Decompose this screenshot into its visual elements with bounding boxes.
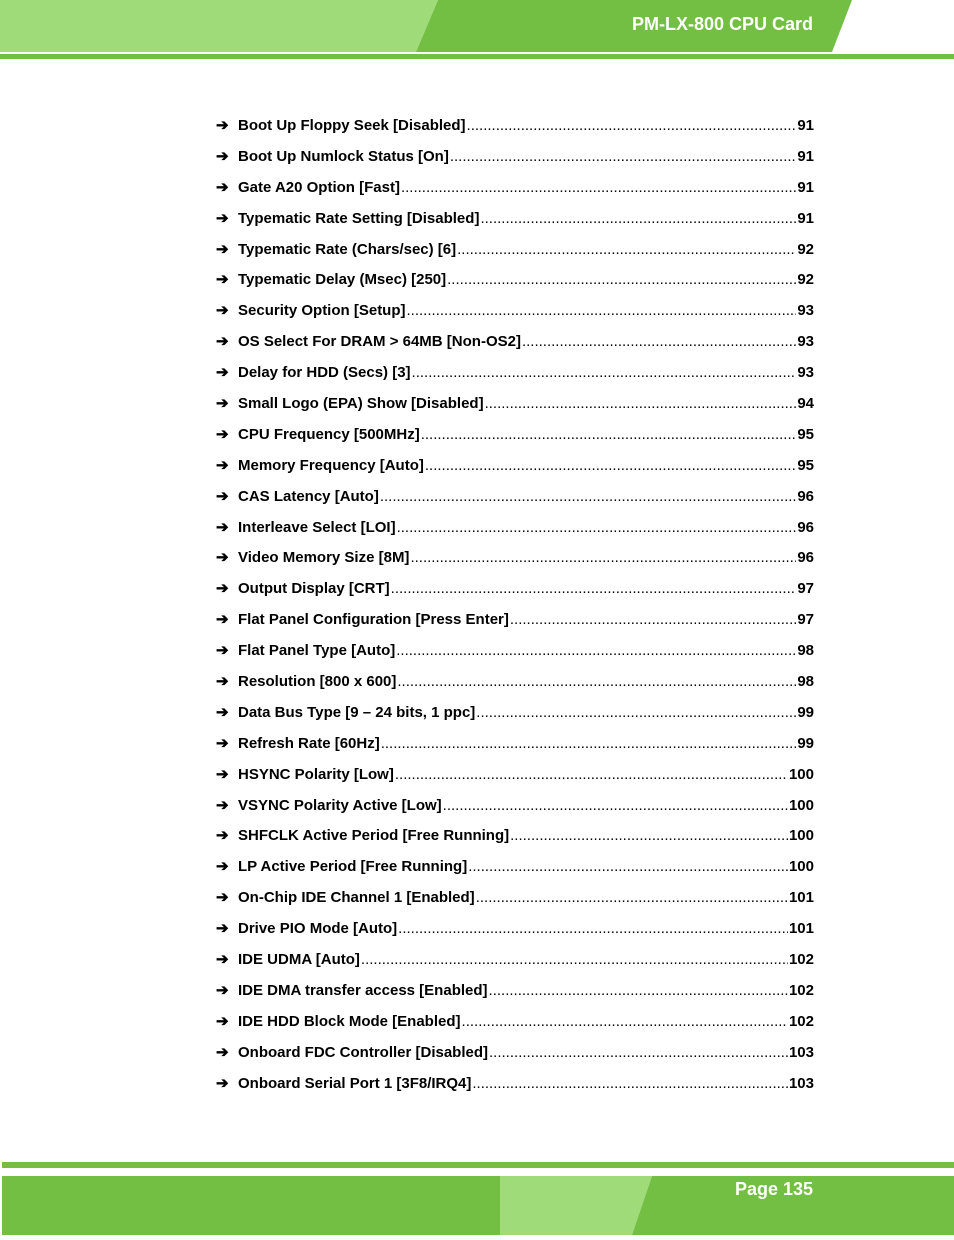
dot-leader <box>489 1044 788 1061</box>
toc-entry-label: Security Option [Setup] <box>238 302 406 320</box>
toc-entry[interactable] <box>216 1012 814 1043</box>
arrow-right-icon: ➔ <box>216 117 229 134</box>
toc-entry-label: CPU Frequency [500MHz] <box>238 425 420 443</box>
arrow-right-icon: ➔ <box>216 1043 229 1061</box>
toc-entry-page: 97 <box>797 611 814 629</box>
toc-entry-label: LP Active Period [Free Running] <box>238 858 468 876</box>
dot-leader <box>412 364 797 381</box>
toc-entry[interactable] <box>216 518 814 549</box>
toc-entry-page: 96 <box>797 549 814 567</box>
toc-entry[interactable] <box>216 1043 814 1074</box>
toc-entry-label: Typematic Delay (Msec) [250] <box>238 271 447 289</box>
toc-entry[interactable] <box>216 888 814 919</box>
toc-entry-label: Flat Panel Type [Auto] <box>238 642 396 660</box>
toc-entry-page: 102 <box>788 1012 814 1030</box>
toc-entry-label: SHFCLK Active Period [Free Running] <box>238 827 510 845</box>
toc-entry-page: 99 <box>797 734 814 752</box>
arrow-right-icon: ➔ <box>216 518 229 536</box>
dot-leader <box>467 117 797 134</box>
toc-entry[interactable] <box>216 579 814 610</box>
toc-entry-page: 91 <box>797 209 814 227</box>
toc-entry[interactable] <box>216 147 814 178</box>
toc-entry-page: 97 <box>797 580 814 598</box>
toc-entry-page: 99 <box>797 703 814 721</box>
arrow-right-icon: ➔ <box>216 395 229 413</box>
arrow-right-icon: ➔ <box>216 796 229 814</box>
toc-entry[interactable] <box>216 301 814 332</box>
toc-entry-label: Video Memory Size [8M] <box>238 549 410 567</box>
dot-leader <box>425 457 796 474</box>
toc-entry-page: 91 <box>797 147 814 165</box>
arrow-right-icon: ➔ <box>216 487 229 505</box>
toc-entry[interactable] <box>216 734 814 765</box>
toc-entry-page: 93 <box>797 333 814 351</box>
dot-leader <box>401 179 796 196</box>
toc-entry-label: Output Display [CRT] <box>238 580 390 598</box>
arrow-right-icon: ➔ <box>216 456 229 474</box>
toc-entry-label: IDE DMA transfer access [Enabled] <box>238 981 488 999</box>
dot-leader <box>443 797 788 814</box>
toc-entry-page: 98 <box>797 642 814 660</box>
toc-entry-label: Flat Panel Configuration [Press Enter] <box>238 611 509 629</box>
dot-leader <box>510 611 796 628</box>
dot-leader <box>381 735 797 752</box>
toc-entry-label: Boot Up Numlock Status [On] <box>238 147 449 165</box>
arrow-right-icon: ➔ <box>216 642 229 660</box>
arrow-right-icon: ➔ <box>216 951 229 969</box>
toc-entry[interactable] <box>216 857 814 888</box>
arrow-right-icon: ➔ <box>216 673 229 691</box>
dot-leader <box>457 241 796 258</box>
dot-leader <box>391 580 797 597</box>
toc-entry-label: IDE UDMA [Auto] <box>238 951 360 969</box>
toc-entry-label: IDE HDD Block Mode [Enabled] <box>238 1012 461 1030</box>
dot-leader <box>380 488 796 505</box>
toc-entry[interactable] <box>216 209 814 240</box>
dot-leader <box>476 704 796 721</box>
dot-leader <box>447 271 796 288</box>
toc-entry-page: 100 <box>788 765 814 783</box>
toc-entry[interactable] <box>216 425 814 456</box>
toc-entry-label: Resolution [800 x 600] <box>238 673 397 691</box>
dot-leader <box>395 766 788 783</box>
toc-entry-page: 93 <box>797 302 814 320</box>
toc-entry[interactable] <box>216 950 814 981</box>
arrow-right-icon: ➔ <box>216 240 229 258</box>
toc-entry[interactable] <box>216 796 814 827</box>
dot-leader <box>361 951 788 968</box>
toc-entry[interactable] <box>216 641 814 672</box>
toc-entry[interactable] <box>216 332 814 363</box>
toc-entry[interactable] <box>216 1074 814 1105</box>
toc-list <box>216 116 814 1105</box>
toc-entry-label: Small Logo (EPA) Show [Disabled] <box>238 395 484 413</box>
toc-entry-page: 93 <box>797 364 814 382</box>
toc-entry-page: 91 <box>797 117 814 134</box>
dot-leader <box>462 1013 788 1030</box>
toc-entry[interactable] <box>216 270 814 301</box>
toc-entry[interactable] <box>216 363 814 394</box>
toc-entry-page: 92 <box>797 240 814 258</box>
toc-entry-page: 100 <box>788 796 814 814</box>
toc-entry-page: 95 <box>797 456 814 474</box>
arrow-right-icon: ➔ <box>216 611 229 629</box>
dot-leader <box>410 549 796 566</box>
toc-entry-page: 101 <box>788 889 814 907</box>
toc-entry-page: 102 <box>788 951 814 969</box>
toc-entry[interactable] <box>216 394 814 425</box>
dot-leader <box>398 920 788 937</box>
toc-entry-label: On-Chip IDE Channel 1 [Enabled] <box>238 889 475 907</box>
dot-leader <box>480 210 796 227</box>
toc-entry-label: HSYNC Polarity [Low] <box>238 765 394 783</box>
arrow-right-icon: ➔ <box>216 734 229 752</box>
toc-entry-label: Drive PIO Mode [Auto] <box>238 920 398 938</box>
arrow-right-icon: ➔ <box>216 147 229 165</box>
arrow-right-icon: ➔ <box>216 425 229 443</box>
page-header <box>0 0 954 60</box>
dot-leader <box>450 148 796 165</box>
arrow-right-icon: ➔ <box>216 765 229 783</box>
dot-leader <box>472 1075 788 1092</box>
toc-entry[interactable] <box>216 487 814 518</box>
dot-leader <box>510 827 788 844</box>
arrow-right-icon: ➔ <box>216 549 229 567</box>
arrow-right-icon: ➔ <box>216 178 229 196</box>
arrow-right-icon: ➔ <box>216 302 229 320</box>
toc-entry[interactable] <box>216 116 814 147</box>
dot-leader <box>397 519 797 536</box>
toc-entry-page: 98 <box>797 673 814 691</box>
toc-entry-label: Refresh Rate [60Hz] <box>238 734 380 752</box>
toc-entry[interactable] <box>216 703 814 734</box>
toc-entry[interactable] <box>216 672 814 703</box>
dot-leader <box>468 858 788 875</box>
toc-entry[interactable] <box>216 548 814 579</box>
toc-entry[interactable] <box>216 456 814 487</box>
dot-leader <box>396 642 796 659</box>
dot-leader <box>476 889 788 906</box>
toc-entry-label: Onboard FDC Controller [Disabled] <box>238 1043 489 1061</box>
toc-entry-label: Memory Frequency [Auto] <box>238 456 424 474</box>
toc-entry[interactable] <box>216 240 814 271</box>
toc-entry-label: CAS Latency [Auto] <box>238 487 379 505</box>
arrow-right-icon: ➔ <box>216 858 229 876</box>
toc-entry[interactable] <box>216 826 814 857</box>
toc-entry-page: 96 <box>797 518 814 536</box>
toc-entry-page: 100 <box>788 827 814 845</box>
arrow-right-icon: ➔ <box>216 333 229 351</box>
arrow-right-icon: ➔ <box>216 1074 229 1092</box>
toc-entry-label: Gate A20 Option [Fast] <box>238 178 400 196</box>
toc-entry-label: Boot Up Floppy Seek [Disabled] <box>238 117 466 134</box>
toc-entry-page: 96 <box>797 487 814 505</box>
toc-entry[interactable] <box>216 919 814 950</box>
header-title: PM-LX-800 CPU Card <box>631 14 813 34</box>
arrow-right-icon: ➔ <box>216 703 229 721</box>
toc-entry[interactable] <box>216 981 814 1012</box>
toc-entry-page: 101 <box>788 920 814 938</box>
toc-entry-page: 91 <box>797 178 814 196</box>
toc-entry-page: 94 <box>797 395 814 413</box>
arrow-right-icon: ➔ <box>216 209 229 227</box>
toc-entry-page: 102 <box>788 981 814 999</box>
toc-entry-page: 92 <box>797 271 814 289</box>
arrow-right-icon: ➔ <box>216 1012 229 1030</box>
toc-entry-label: OS Select For DRAM > 64MB [Non-OS2] <box>238 333 521 351</box>
toc-entry-label: Interleave Select [LOI] <box>238 518 396 536</box>
arrow-right-icon: ➔ <box>216 827 229 845</box>
toc-entry-label: Delay for HDD (Secs) [3] <box>238 364 411 382</box>
toc-entry-page: 100 <box>788 858 814 876</box>
arrow-right-icon: ➔ <box>216 580 229 598</box>
dot-leader <box>407 302 797 319</box>
toc-entry-label: Data Bus Type [9 – 24 bits, 1 ppc] <box>238 703 476 721</box>
arrow-right-icon: ➔ <box>216 271 229 289</box>
toc-entry[interactable] <box>216 765 814 796</box>
toc-entry[interactable] <box>216 610 814 641</box>
arrow-right-icon: ➔ <box>216 981 229 999</box>
toc-entry-page: 103 <box>788 1043 814 1061</box>
page-number: Page 135 <box>734 1179 813 1199</box>
arrow-right-icon: ➔ <box>216 889 229 907</box>
toc-entry-label: VSYNC Polarity Active [Low] <box>238 796 442 814</box>
toc-entry-label: Typematic Rate Setting [Disabled] <box>238 209 480 227</box>
toc-entry-page: 103 <box>788 1074 814 1092</box>
arrow-right-icon: ➔ <box>216 364 229 382</box>
dot-leader <box>489 982 788 999</box>
dot-leader <box>421 426 797 443</box>
dot-leader <box>522 333 796 350</box>
toc-entry-label: Onboard Serial Port 1 [3F8/IRQ4] <box>238 1074 472 1092</box>
toc-entry-label: Typematic Rate (Chars/sec) [6] <box>238 240 457 258</box>
toc-entry-page: 95 <box>797 425 814 443</box>
arrow-right-icon: ➔ <box>216 920 229 938</box>
toc-entry[interactable] <box>216 178 814 209</box>
dot-leader <box>485 395 797 412</box>
dot-leader <box>397 673 796 690</box>
